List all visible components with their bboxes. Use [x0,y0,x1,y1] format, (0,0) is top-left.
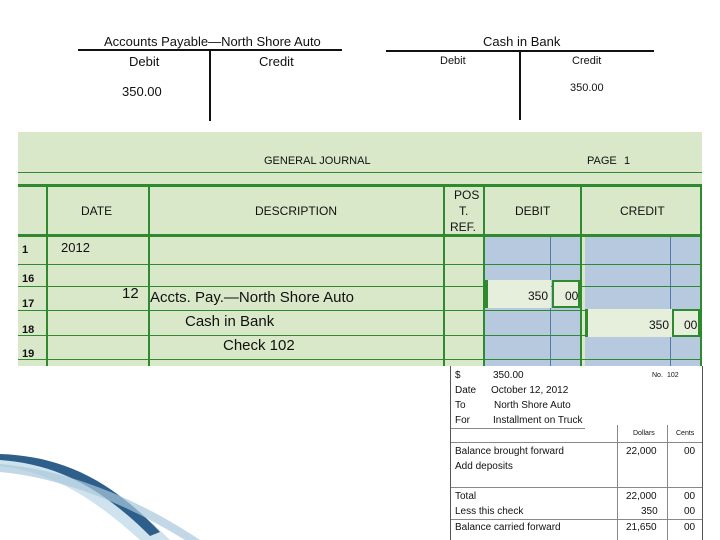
header-credit: CREDIT [620,204,665,218]
line-number-16: 16 [22,273,35,285]
stub-to-value: North Shore Auto [494,400,571,411]
check-number-label: No. [652,372,663,379]
ap-divider [209,49,211,121]
credit-cents: 00 [684,318,698,332]
journal-right-frame [700,184,702,366]
ap-debit-amount: 350.00 [122,84,162,99]
balance-carried-forward-label: Balance carried forward [455,522,561,533]
less-this-check-dollars: 350 [641,506,658,517]
stub-cents-divider [667,425,668,540]
journal-row-line-2 [18,286,702,287]
cib-divider [519,50,521,120]
header-post-ref-2: T. [459,204,469,218]
journal-row-line-5 [18,359,702,360]
line-number-19: 19 [22,348,35,360]
stub-cents-header: Cents [676,430,695,437]
line-number-18: 18 [22,324,35,336]
journal-header-top [18,184,702,187]
credit-dollars: 350 [649,318,670,332]
cib-debit-label: Debit [440,55,466,67]
journal-debit-divider [580,184,582,366]
header-description: DESCRIPTION [255,204,338,218]
stub-amount-value: 350.00 [493,370,524,381]
journal-desc-divider [443,184,445,366]
ap-debit-label: Debit [129,54,160,69]
line-number-1: 1 [22,244,29,256]
stub-to-label: To [455,400,466,411]
journal-page-label: PAGE [587,155,617,167]
debit-cents: 00 [565,289,579,303]
stub-ledger-top-rule [451,442,702,443]
stub-for-value: Installment on Truck [493,415,583,426]
balance-brought-forward-dollars: 22,000 [626,446,657,457]
entry-year: 2012 [61,240,90,255]
header-debit: DEBIT [515,204,551,218]
header-post-ref-3: REF. [450,220,477,234]
total-cents: 00 [684,491,696,502]
total-label: Total [455,491,477,502]
journal-title: GENERAL JOURNAL [264,155,371,167]
stub-balance-rule [451,519,702,520]
journal-post-divider [483,184,485,366]
cib-title: Cash in Bank [483,34,561,49]
ap-title: Accounts Payable—North Shore Auto [104,34,321,49]
stub-for-label: For [455,415,470,426]
total-dollars: 22,000 [626,491,657,502]
journal-left-frame [46,184,48,366]
decorative-swoosh [0,440,460,540]
balance-brought-forward-cents: 00 [684,446,696,457]
ap-credit-label: Credit [259,54,294,69]
less-this-check-cents: 00 [684,506,696,517]
line-number-17: 17 [22,298,35,310]
balance-carried-forward-cents: 00 [684,522,696,533]
stub-for-rule [451,428,585,429]
entry-explanation: Check 102 [223,337,295,354]
stub-dollars-divider [617,425,618,540]
balance-brought-forward-label: Balance brought forward [455,446,564,457]
journal-title-rule [18,172,702,173]
stub-date-value: October 12, 2012 [491,385,569,396]
check-stub-right-border [702,366,703,540]
stub-amount-label: $ [455,370,461,381]
cib-credit-label: Credit [572,55,602,67]
credit-cents-divider [670,236,671,366]
debit-dollars: 350 [528,289,549,303]
journal-page-number: 1 [624,155,631,167]
check-number: 102 [667,372,679,379]
stub-dollars-header: Dollars [633,430,655,437]
general-journal [18,132,702,366]
cib-credit-amount: 350.00 [570,82,604,94]
header-date: DATE [81,204,113,218]
journal-date-divider [148,184,150,366]
entry-day: 12 [122,285,139,302]
stub-total-rule [451,487,702,488]
stub-date-label: Date [455,385,477,396]
less-this-check-label: Less this check [455,506,524,517]
journal-header-bottom [18,234,702,237]
credit-column-fill [585,236,700,366]
entry-credit-account: Cash in Bank [185,313,275,330]
entry-debit-account: Accts. Pay.—North Shore Auto [150,289,354,306]
add-deposits-label: Add deposits [455,461,513,472]
balance-carried-forward-dollars: 21,650 [626,522,657,533]
journal-row-line-1 [18,264,702,265]
header-post-ref-1: POS [454,188,480,202]
